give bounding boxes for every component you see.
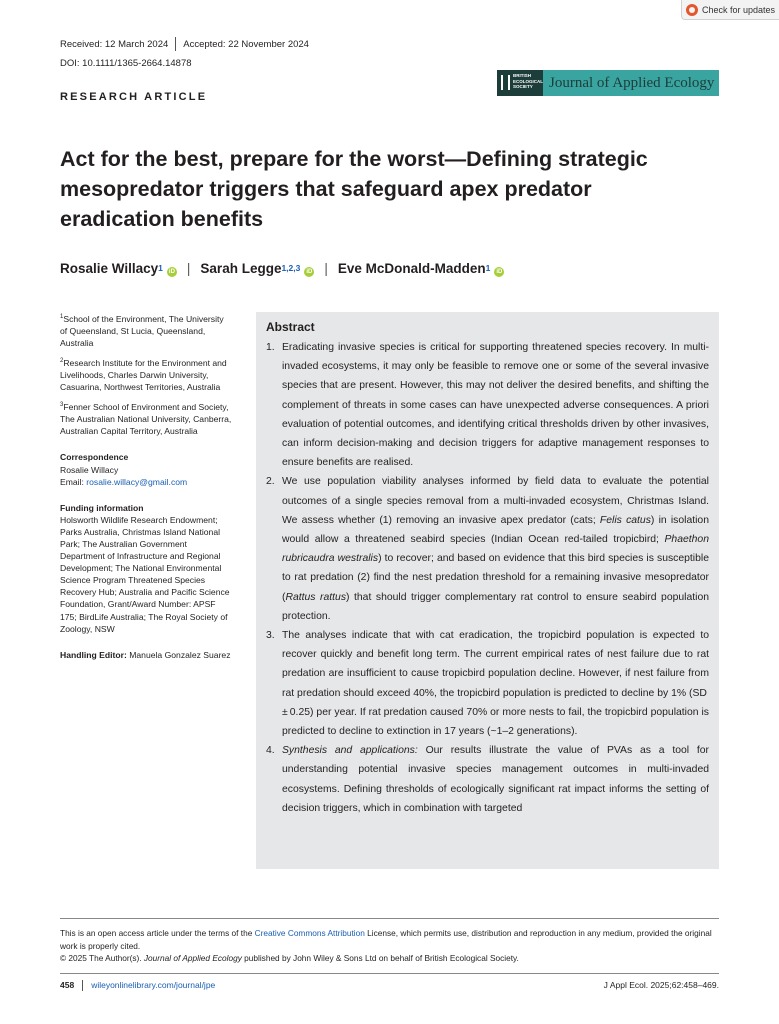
accepted-date: Accepted: 22 November 2024 bbox=[183, 38, 309, 50]
abstract-text: ) that should trigger complementary rat control to ensure seabird population protection. bbox=[282, 591, 710, 622]
page-number: 458 bbox=[60, 980, 75, 990]
funding-section bbox=[60, 502, 232, 635]
affiliation-number: 3 bbox=[60, 402, 64, 409]
affiliation-number: 2 bbox=[60, 358, 64, 365]
correspondence-email-link[interactable]: rosalie.willacy@gmail.com bbox=[86, 476, 188, 487]
affiliation-text: School of the Environment, The University of Queensland, St Lucia, Queensland, Australia bbox=[60, 313, 224, 349]
abstract-text: We use population viability analyses informed by field data to evaluate the potential outcomes of a single species removal from a multi-invaded ecosystem, Christmas Island. We assess whether (1) removing an invasive apex predator (cats; bbox=[282, 476, 709, 526]
correspondence-heading: Correspondence bbox=[60, 452, 129, 463]
author-affiliation-marker: 1,2,3 bbox=[281, 263, 301, 273]
affiliation-text: Fenner School of Environment and Society, The Australian National University, Canberra, Australian Capital Territory, Australia bbox=[60, 402, 232, 437]
british-ecological-society-logo: BRITISH ECOLOGICAL SOCIETY bbox=[497, 70, 543, 96]
affiliation bbox=[60, 399, 232, 437]
abstract-heading: Abstract bbox=[266, 320, 315, 334]
abstract-item bbox=[266, 472, 709, 626]
page-footer bbox=[60, 980, 719, 991]
copyright-journal: Journal of Applied Ecology bbox=[143, 953, 242, 963]
author-separator: | bbox=[324, 261, 328, 276]
article-sidebar bbox=[60, 311, 232, 661]
abstract-text: Felis catus bbox=[599, 514, 651, 526]
abstract-text: Rattus rattus bbox=[285, 591, 347, 603]
abstract-text: ) in isolation would allow a threatened seabird species (Indian Ocean red-tailed tropicbird; bbox=[282, 514, 709, 546]
update-icon bbox=[686, 4, 698, 16]
abstract-item bbox=[266, 338, 709, 472]
correspondence-email-line bbox=[60, 476, 232, 488]
affiliation bbox=[60, 311, 232, 349]
abstract-item-number: 4. bbox=[266, 745, 275, 757]
author-name[interactable]: Eve McDonald-Madden bbox=[337, 261, 486, 276]
journal-url-link[interactable]: wileyonlinelibrary.com/journal/jpe bbox=[91, 980, 216, 990]
license-text: License, which permits use, distribution and reproduction in any medium, provided the original work is properly cited. bbox=[60, 928, 712, 951]
license-notice bbox=[60, 927, 719, 965]
doi[interactable]: DOI: 10.1111/1365-2664.14878 bbox=[60, 58, 192, 69]
handling-editor bbox=[60, 649, 232, 661]
author-affiliation-marker: 1 bbox=[158, 263, 163, 273]
author-name[interactable]: Sarah Legge bbox=[200, 261, 282, 276]
abstract-text: ) to recover; and based on evidence that this bird species is susceptible to rat predation (2) find the nest predation threshold for a remaining invasive mesopredator ( bbox=[282, 553, 709, 603]
affiliation-number: 1 bbox=[60, 314, 64, 320]
author-affiliation-marker: 1 bbox=[485, 263, 491, 273]
correspondence-name: Rosalie Willacy bbox=[60, 464, 119, 475]
funding-heading: Funding information bbox=[60, 502, 144, 513]
license-text: This is an open access article under the terms of the bbox=[60, 928, 255, 938]
article-dates bbox=[60, 37, 309, 51]
orcid-icon[interactable]: iD bbox=[496, 269, 503, 275]
email-label: Email: bbox=[60, 476, 84, 487]
abstract-item bbox=[266, 626, 709, 741]
abstract-text: Eradicating invasive species is critical for supporting threatened species recovery. In multi-invaded ecosystems, it may only be feasible to remove one or some of the several invasive species that are present. However, this may not deliver the desired benefits, and shifting the complement of threats in some cases can have unexpected adverse consequences. A priori evaluation of potential outcomes, and identifying critical thresholds driven by other invasives, can inform decision-making and decision triggers for adaptive management responses to ensure benefits are realised. bbox=[282, 342, 709, 469]
creative-commons-link[interactable]: Creative Commons Attribution bbox=[254, 928, 365, 938]
footer-divider bbox=[60, 918, 719, 919]
abstract-text: Synthesis and applications: bbox=[282, 745, 418, 757]
check-for-updates-label: Check for updates bbox=[702, 4, 776, 15]
article-title: Act for the best, prepare for the worst—Defining strategic mesopredator triggers that safeguard apex predator eradication benefits bbox=[60, 147, 648, 231]
handling-editor-name: Manuela Gonzalez Suarez bbox=[129, 649, 231, 660]
abstract-item-number: 3. bbox=[266, 630, 275, 642]
copyright-text: © 2025 The Author(s). bbox=[60, 953, 144, 963]
abstract-text: Phaethon rubricaudra westralis bbox=[282, 534, 709, 565]
citation: J Appl Ecol. 2025;62:458–469. bbox=[603, 980, 719, 990]
check-for-updates-badge[interactable] bbox=[681, 0, 779, 20]
journal-banner bbox=[497, 70, 719, 96]
correspondence-section bbox=[60, 451, 232, 487]
author-list bbox=[60, 261, 504, 277]
divider bbox=[175, 37, 176, 51]
divider bbox=[82, 980, 83, 991]
affiliation-text: Research Institute for the Environment and Livelihoods, Charles Darwin University, Casuarina, Northwest Territories, Australia bbox=[60, 358, 227, 393]
article-type: RESEARCH ARTICLE bbox=[60, 91, 208, 103]
abstract-item bbox=[266, 741, 709, 818]
affiliation bbox=[60, 355, 232, 393]
handling-editor-heading: Handling Editor: bbox=[60, 649, 127, 660]
received-date: Received: 12 March 2024 bbox=[60, 38, 169, 50]
funding-text: Holsworth Wildlife Research Endowment; Parks Australia, Christmas Island National Park; The Australian Government Department of Infrastructure and Regional Development; The National Environmental Science Program Threatened Species Recovery Hub; Australia and Pacific Science Foundation, Grant/Award Number: APSF 175; BirdLife Australia; The Royal Society of Zoology, NSW bbox=[60, 514, 230, 634]
abstract-text: The analyses indicate that with cat eradication, the tropicbird population is expected to recover quickly and benefit long term. The current empirical rates of nest failure due to rat predation are insufficient to cause tropicbird population decline. However, if nest failure from rat predation should exceed 40%, the tropicbird population is predicted to decline by 1% (SD ± 0.25) per year. If rat predation caused 70% or more nests to fail, the tropicbird population is predicted to decline to extinction in 17 years (~1–2 generations). bbox=[282, 630, 709, 738]
abstract-list bbox=[266, 338, 709, 818]
orcid-icon[interactable]: iD bbox=[168, 269, 175, 275]
abstract-item-number: 1. bbox=[266, 342, 275, 353]
abstract-text: Our results illustrate the value of PVAs as a tool for understanding potential invasive species management outcomes in multi-invaded ecosystems. Defining thresholds of ecologically significant rat impact informs the setting of decision triggers, which in combination with targeted bbox=[282, 745, 710, 814]
abstract-box bbox=[256, 312, 719, 869]
author-separator: | bbox=[186, 261, 191, 276]
copyright-text: published by John Wiley & Sons Ltd on behalf of British Ecological Society. bbox=[241, 953, 519, 963]
author-name[interactable]: Rosalie Willacy bbox=[60, 261, 159, 276]
footer-divider bbox=[60, 973, 719, 974]
abstract-item-number: 2. bbox=[266, 476, 275, 488]
orcid-icon[interactable]: iD bbox=[306, 269, 313, 275]
journal-name: Journal of Applied Ecology bbox=[549, 74, 715, 91]
